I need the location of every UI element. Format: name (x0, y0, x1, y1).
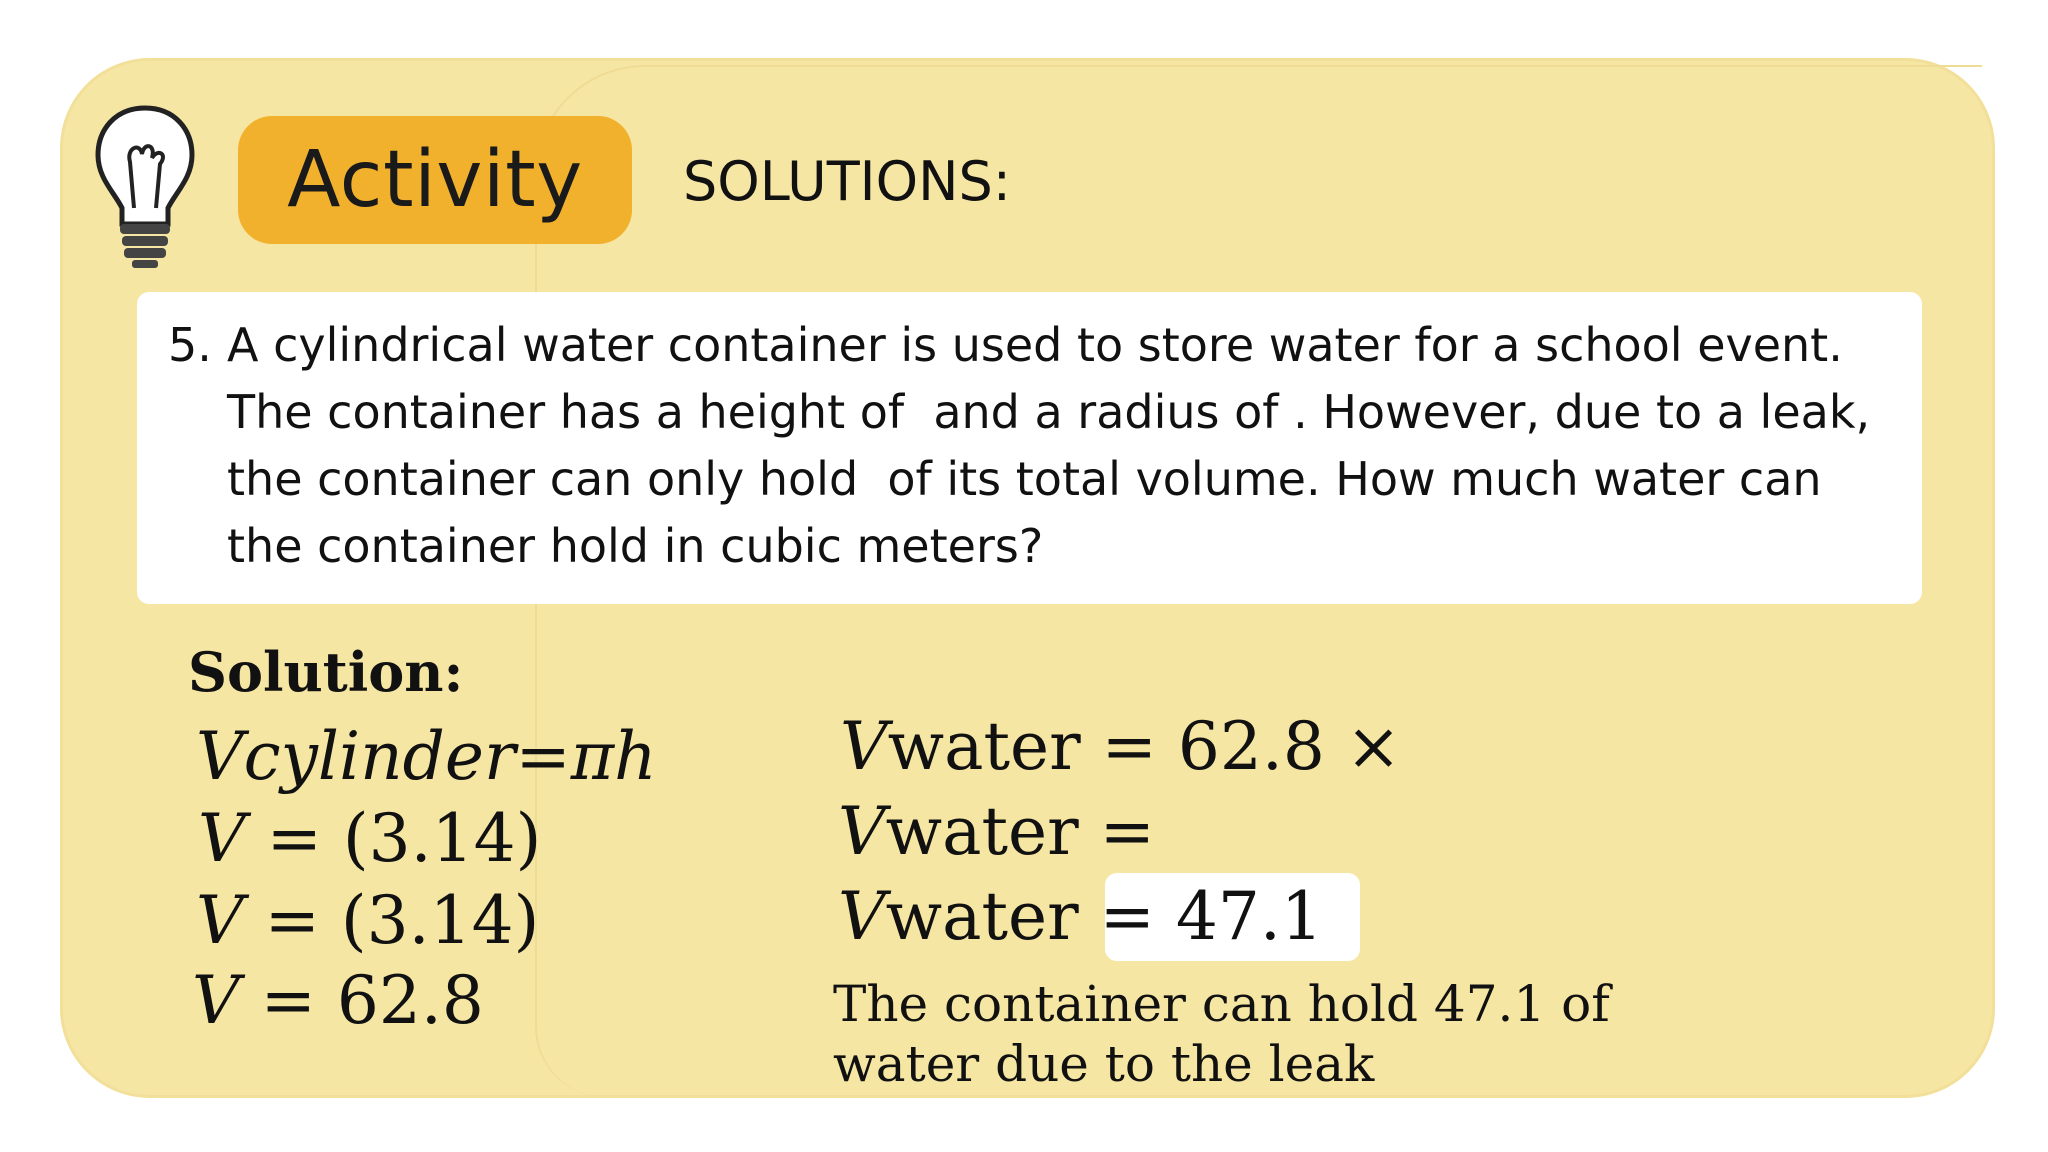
variable: Vcylinder (196, 718, 516, 795)
lightbulb-icon (90, 100, 200, 270)
solution-step-right-3 (838, 878, 1323, 955)
activity-badge (238, 116, 632, 244)
question-line-4: the container hold in cubic meters? (227, 519, 1044, 573)
page-title: SOLUTIONS: (683, 150, 1011, 213)
expression: water = 47.1 (885, 878, 1323, 955)
expression: = 62.8 (239, 962, 484, 1039)
variable: V (838, 793, 886, 870)
solution-step-left-1 (196, 718, 657, 795)
expression: = (3.14) (243, 882, 540, 959)
question-line-1: A cylindrical water container is used to store water for a school event. (227, 318, 1843, 372)
expression: water = 62.8 × (887, 708, 1402, 785)
solution-step-left-4 (192, 962, 484, 1039)
expression: = (3.14) (245, 800, 542, 877)
question-line-2: The container has a height of and a radius of . However, due to a leak, (227, 385, 1871, 439)
solution-step-left-3 (196, 882, 539, 959)
variable: V (840, 708, 888, 785)
solution-step-left-2 (198, 800, 541, 877)
activity-badge-label: Activity (287, 135, 583, 225)
variable: V (198, 800, 246, 877)
conclusion-line-1: The container can hold 47.1 of (833, 975, 1610, 1033)
solution-label: Solution: (188, 640, 464, 704)
variable: V (838, 878, 886, 955)
question-number: 5. (168, 318, 212, 372)
question-line-3: the container can only hold of its total volume. How much water can (227, 452, 1822, 506)
variable: V (196, 882, 244, 959)
expression: water = (885, 793, 1155, 870)
solution-step-right-1 (840, 708, 1401, 785)
solution-step-right-2 (838, 793, 1155, 870)
variable: V (192, 962, 240, 1039)
expression: =πh (515, 718, 657, 795)
conclusion-line-2: water due to the leak (833, 1035, 1375, 1093)
